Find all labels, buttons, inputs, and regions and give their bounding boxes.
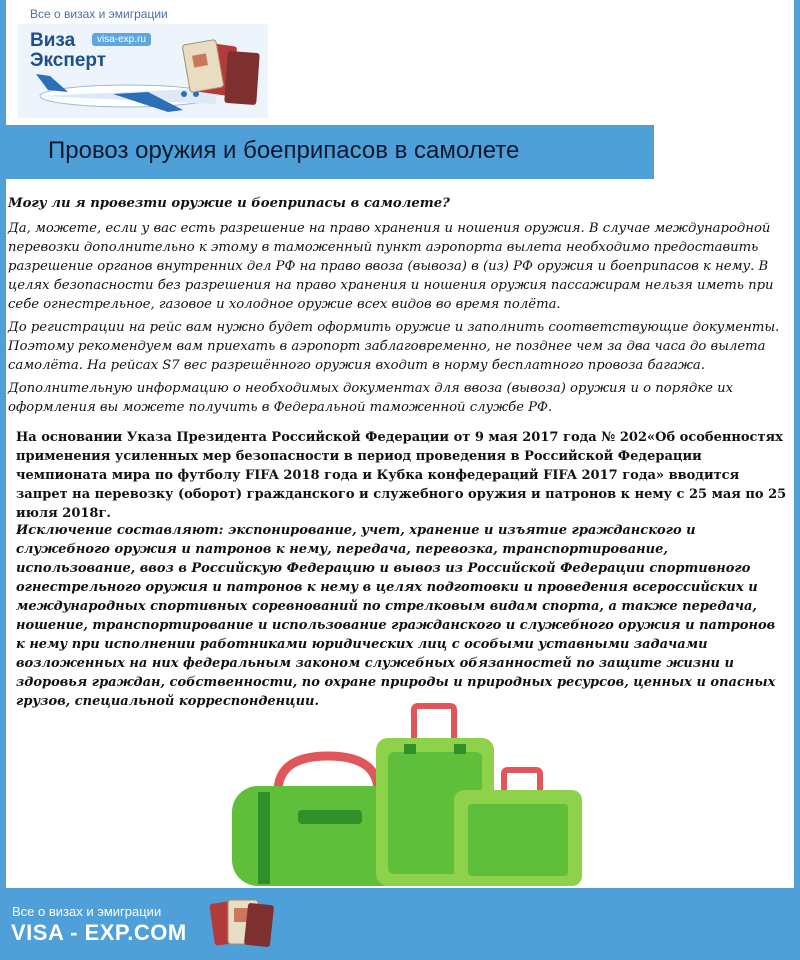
exceptions-paragraph: Исключение составляют: экспонирование, учет, хранение и изъятие гражданского и служебного оружия и патронов к нему, передача, перевозка, транспортирование, использование, ввоз в Российскую Федерацию и вывоз из Российской Федерации спортивного огнестрельного оружия и патронов к нему в целях подготовки и проведения всероссийских и международных спортивных соревнований по стрелковым видам спорта, а также передача, ношение, транспортирование и использование гражданского и служебного оружия и патронов к нему при исполнении работниками юридических лиц с особыми уставными задачами возложенных на них федеральным законом служебных обязанностей по защите жизни и здоровья граждан, собственности, по охране природы и природных ресурсов, ценных и опасных грузов, специальной корреспонденции.: [16, 523, 776, 709]
article-body: [8, 194, 792, 421]
answer-paragraph-3: Дополнительную информацию о необходимых документах для ввоза (вывоза) оружия и о порядке их оформления вы можете получить в Федеральной таможенной службе РФ.: [8, 381, 734, 415]
decree-notice: На основании Указа Президента Российской Федерации от 9 мая 2017 года № 202«Об особенностях применения усиленных мер безопасности в период проведения в Российской Федерации чемпионата мира по футболу FIFA 2018 года и Кубка конфедераций FIFA 2017 года» вводится запрет на перевозку (оборот) гражданского и служебного оружия и патронов к нему с 25 мая по 25 июля 2018г.: [16, 430, 787, 521]
title-bar: [6, 125, 654, 179]
site-header: [6, 0, 794, 125]
page-frame: [6, 0, 794, 888]
footer-brand-link[interactable]: VISA - EXP.COM: [11, 920, 187, 945]
site-footer: [0, 888, 800, 960]
passport-icon: [206, 894, 276, 954]
site-tagline: Все о визах и эмиграции: [30, 7, 168, 21]
answer-paragraph-1: Да, можете, если у вас есть разрешение на право хранения и ношения оружия. В случае международной перевозки дополнительно к этому в таможенный пункт аэропорта вылета необходимо предоставить разрешение органов внутренних дел РФ на право ввоза (вывоза) в (из) РФ оружия и боеприпасов к нему. В целях безопасности без разрешения на право хранения и ношения оружия пассажирам нельзя иметь при себе огнестрельное, газовое и холодное оружие всех видов во время полёта.: [8, 221, 774, 312]
logo-banner[interactable]: [18, 24, 268, 118]
answer-paragraph-2: До регистрации на рейс вам нужно будет оформить оружие и заполнить соответствующие документы. Поэтому рекомендуем вам приехать в аэропорт заблаговременно, не позднее чем за два часа до вылета самолёта. На рейсах S7 вес разрешённого оружия входит в норму бесплатного провоза багажа.: [8, 320, 780, 373]
question-heading: Могу ли я провезти оружие и боеприпасы в самолете?: [8, 196, 450, 211]
logo-url-badge: visa-exp.ru: [92, 33, 151, 46]
logo-word-visa: Виза: [30, 30, 76, 51]
footer-tagline: Все о визах и эмиграции: [12, 904, 162, 919]
page-title: Провоз оружия и боеприпасов в самолете: [48, 137, 520, 164]
luggage-illustration: [228, 700, 588, 888]
logo-word-expert: Эксперт: [30, 50, 107, 71]
